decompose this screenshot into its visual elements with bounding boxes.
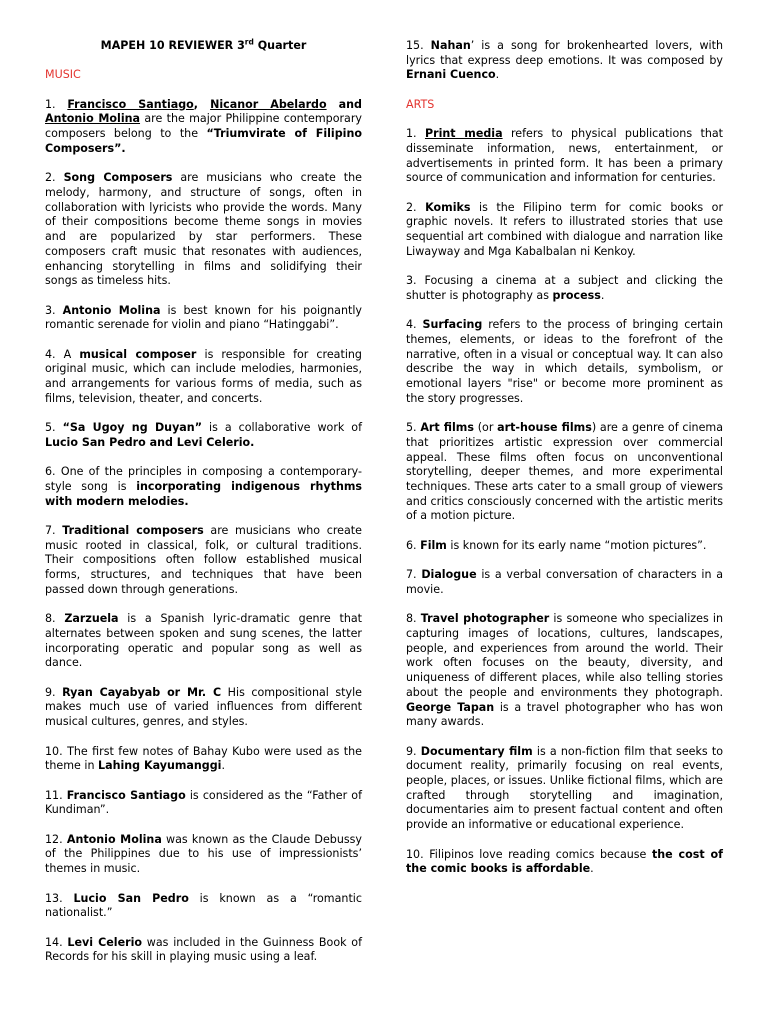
title-text: MAPEH 10 REVIEWER 3 [100,39,245,52]
arts-item-2: 2. Komiks is the Filipino term for comic books or graphic novels. It refers to illustrated stories that use sequential art combined with dialogue and narration like Liwayway and Mga Kabalbalan ni Kenkoy. [406,200,724,258]
music-item-3: 3. Antonio Molina is best known for his poignantly romantic serenade for violin and piano “Hatinggabi”. [45,303,362,332]
music-item-13: 13. Lucio San Pedro is known as a “romantic nationalist.” [45,891,362,920]
music-item-14: 14. Levi Celerio was included in the Guinness Book of Records for his skill in playing music using a leaf. [45,935,362,964]
music-item-15: 15. Nahan’ is a song for brokenhearted lovers, with lyrics that express deep emotions. It was composed by Ernani Cuenco. [406,39,723,82]
left-column [45,39,362,980]
title-tail: Quarter [253,39,307,52]
music-item-6: 6. One of the principles in composing a contemporary-style song is incorporating indigenous rhythms with modern melodies. [45,465,362,508]
music-item-4: 4. A musical composer is responsible for creating original music, which can include melodies, harmonies, and arrangements for various forms of media, such as films, television, theater, and concerts. [45,347,362,405]
arts-item-1: 1. Print media refers to physical publications that disseminate information, news, entertainment, or advertisements in printed form. It has been a primary source of communication and information for centuries. [406,127,724,185]
right-column [406,39,723,892]
arts-section-header: ARTS [406,97,435,111]
arts-item-3: 3. Focusing a cinema at a subject and clicking the shutter is photography as process. [406,274,723,302]
name-molina: Antonio Molina [45,112,141,126]
arts-item-4: 4. Surfacing refers to the process of bringing certain themes, elements, or ideas to the forefront of the narrative, often in a visual or conceptual way. It can also describe the way in which details, symbolism, or emotional layers "rise" or become more prominent as the story progresses. [406,318,723,405]
music-item-10: 10. The first few notes of Bahay Kubo were used as the theme in Lahing Kayumanggi. [45,744,363,773]
arts-item-9: 9. Documentary film is a non-fiction film that seeks to document reality, primarily focusing on real events, people, places, or issues. Unlike fictional films, which are crafted through storytelling and imagination, documentaries aim to present factual content and often provide an informative or educational experience. [406,744,723,832]
music-item-12: 12. Antonio Molina was known as the Claude Debussy of the Philippines due to his use of impressionists’ themes in music. [45,832,362,876]
music-item-11: 11. Francisco Santiago is considered as the “Father of Kundiman”. [45,788,362,817]
music-item-5: 5. “Sa Ugoy ng Duyan” is a collaborative work of Lucio San Pedro and Levi Celerio. [45,421,363,449]
music-item-2: 2. Song Composers are musicians who create the melody, harmony, and structure of songs, often in collaboration with lyricists who provide the words. Many of their compositions become theme songs in movies and are popularized by star performers. These composers craft music that resonates with audiences, enhancing storytelling in films and solidifying their songs as timeless hits. [45,171,362,288]
arts-item-6: 6. Film is known for its early name “motion pictures”. [406,538,707,552]
name-santiago: Francisco Santiago [67,97,194,111]
music-item-1: 1. Francisco Santiago, Nicanor Abelardo and Antonio Molina are the major Philippine contemporary composers belong to the “Triumvirate of Filipino Composers”. [45,97,362,155]
arts-item-7: 7. Dialogue is a verbal conversation of characters in a movie. [406,568,724,596]
music-item-9: 9. Ryan Cayabyab or Mr. C His compositional style makes much use of varied influences from different musical cultures, genres, and styles. [45,685,362,729]
arts-item-8: 8. Travel photographer is someone who specializes in capturing images of locations, cultures, landscapes, people, and experiences from around the world. Their work often focuses on the beauty, diversity, and uniqueness of different places, while also telling stories about the people and environments they photograph. George Tapan is a travel photographer who has won many awards. [406,612,724,729]
title-superscript: rd [244,37,254,47]
document-title [45,39,362,54]
arts-item-5: 5. Art films (or art-house films) are a genre of cinema that prioritizes artistic expression over commercial appeal. These films often focus on unconventional storytelling, deeper themes, and more experimental techniques. These arts cater to a small group of viewers and critics consciously concerned with the artistic merits of a motion picture. [406,421,724,523]
name-abelardo: Nicanor Abelardo [210,97,327,111]
arts-item-10: 10. Filipinos love reading comics because the cost of the comic books is affordable. [406,847,723,876]
music-item-8: 8. Zarzuela is a Spanish lyric-dramatic genre that alternates between spoken and sung scenes, the latter incorporating operatic and popular song as well as dance. [45,612,363,670]
music-item-7: 7. Traditional composers are musicians who create music rooted in classical, folk, or cultural traditions. Their compositions often follow established musical forms, structures, and techniques that have been passed down through generations. [45,524,362,596]
music-section-header: MUSIC [45,68,81,82]
